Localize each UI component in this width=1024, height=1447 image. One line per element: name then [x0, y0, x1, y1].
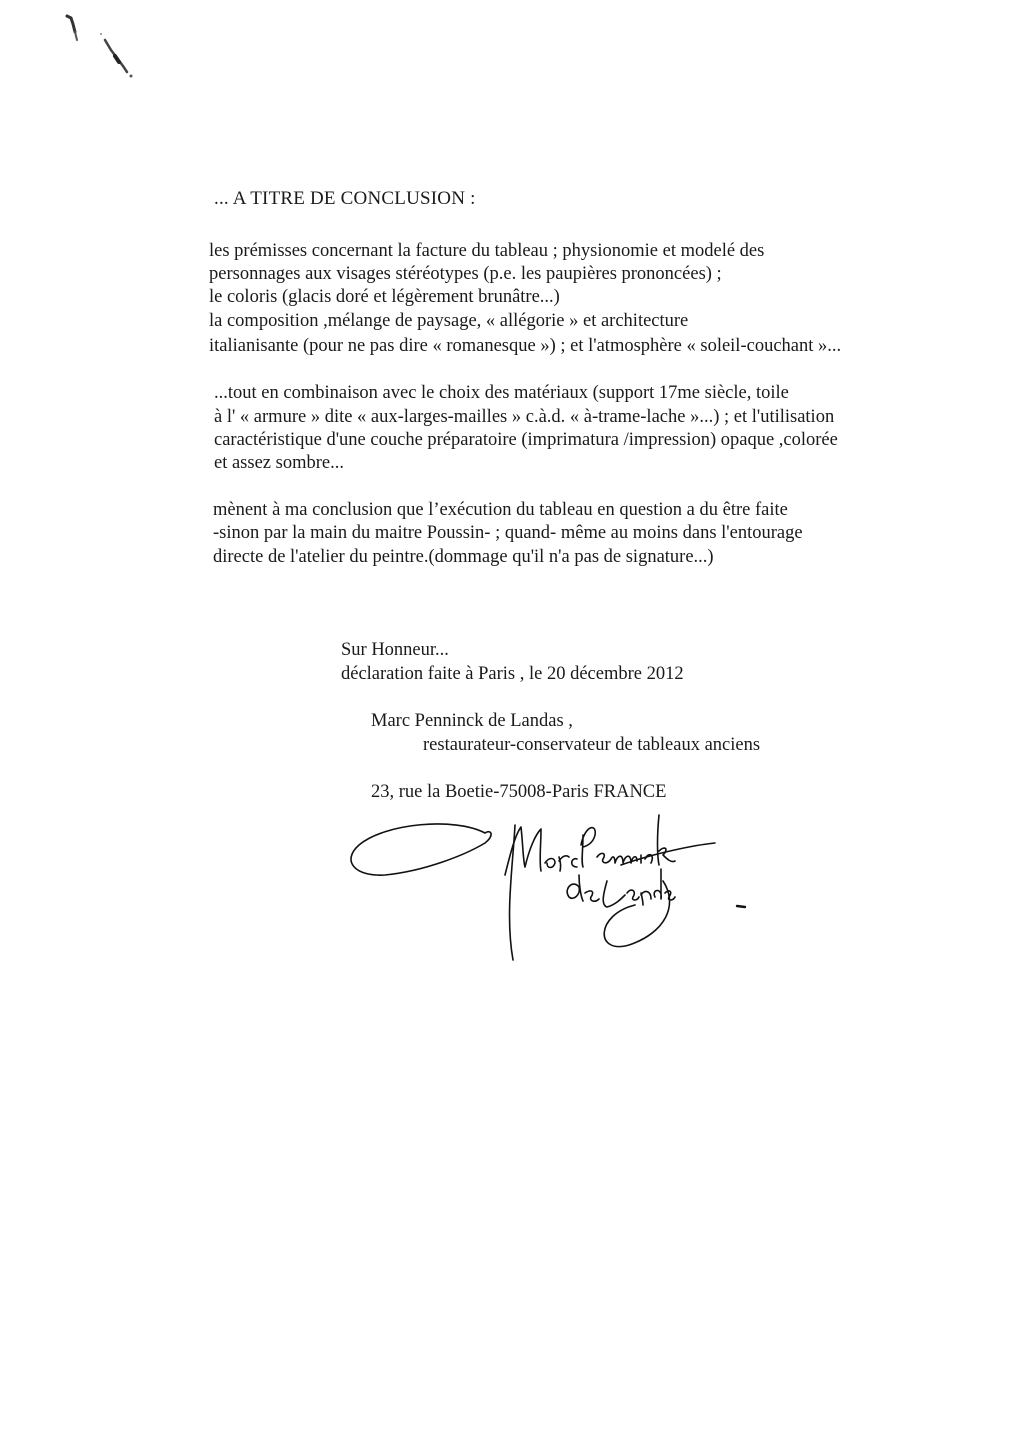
- paragraph-line: la composition ,mélange de paysage, « allégorie » et architecture: [209, 311, 689, 331]
- signer-name: Marc Penninck de Landas ,: [371, 711, 573, 731]
- paragraph-line: et assez sombre...: [214, 453, 344, 473]
- paragraph-line: les prémisses concernant la facture du tableau ; physionomie et modelé des: [209, 241, 765, 261]
- declaration-line: déclaration faite à Paris , le 20 décembre 2012: [341, 664, 684, 684]
- signer-title: restaurateur-conservateur de tableaux anciens: [423, 735, 761, 755]
- signer-address: 23, rue la Boetie-75008-Paris FRANCE: [371, 782, 667, 802]
- paragraph-line: directe de l'atelier du peintre.(dommage qu'il n'a pas de signature...): [213, 547, 714, 567]
- paragraph-line: le coloris (glacis doré et légèrement brunâtre...): [209, 287, 560, 307]
- paragraph-line: caractéristique d'une couche préparatoire (imprimatura /impression) opaque ,colorée: [214, 430, 838, 450]
- paragraph-line: ...tout en combinaison avec le choix des matériaux (support 17me siècle, toile: [214, 383, 789, 403]
- paragraph-line: personnages aux visages stéréotypes (p.e. les paupières prononcées) ;: [209, 264, 722, 284]
- honour-line: Sur Honneur...: [341, 640, 449, 660]
- handwritten-signature: [345, 805, 765, 970]
- paragraph-line: -sinon par la main du maitre Poussin- ; quand- même au moins dans l'entourage: [213, 523, 803, 543]
- paragraph-line: à l' « armure » dite « aux-larges-mailles » c.à.d. « à-trame-lache »...) ; et l'utilisation: [214, 407, 835, 427]
- paragraph-line: mènent à ma conclusion que l’exécution du tableau en question a du être faite: [213, 500, 788, 520]
- scan-artifact-marks: [55, 10, 155, 90]
- conclusion-heading: ... A TITRE DE CONCLUSION :: [214, 188, 476, 209]
- paragraph-line: italianisante (pour ne pas dire « romanesque ») ; et l'atmosphère « soleil-couchant »...: [209, 336, 842, 356]
